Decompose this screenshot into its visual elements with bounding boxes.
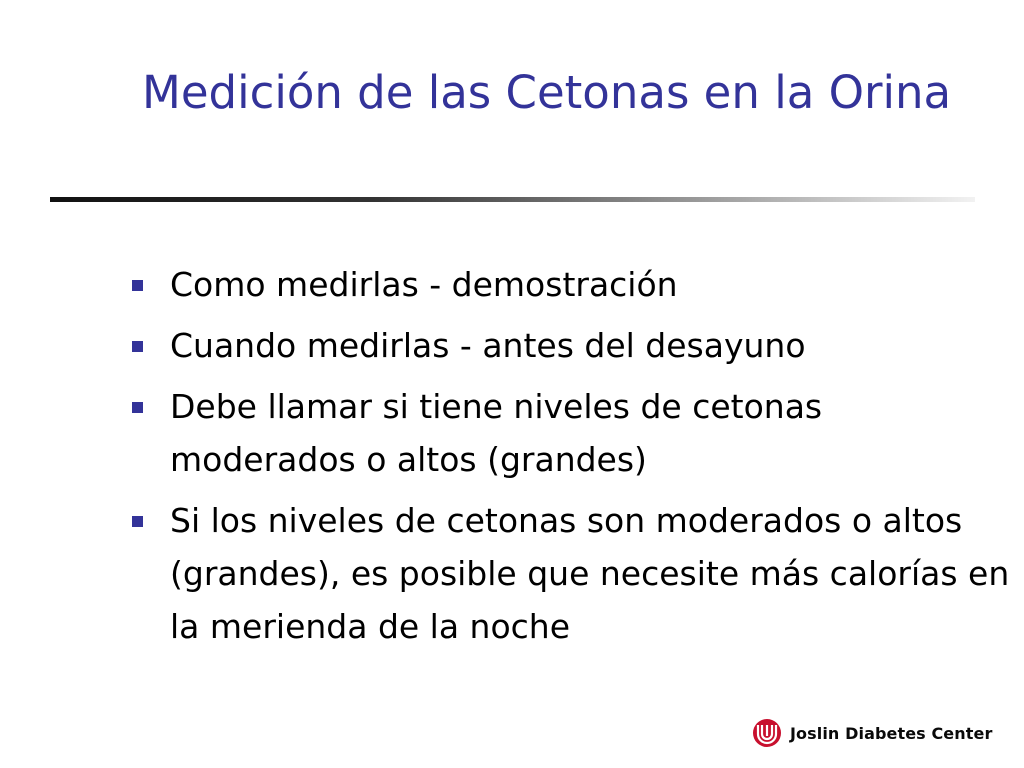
bullet-text: Si los niveles de cetonas son moderados o altos (grandes), es posible que necesite más calorías en la merienda de la noche xyxy=(170,501,1010,646)
bullet-item xyxy=(132,380,1012,486)
bullet-list xyxy=(132,258,1012,661)
joslin-logo-icon xyxy=(752,717,782,749)
square-bullet-icon xyxy=(132,402,143,413)
logo-text: Joslin Diabetes Center xyxy=(790,723,993,743)
bullet-text: Como medirlas - demostración xyxy=(170,265,678,304)
joslin-logo xyxy=(752,716,992,750)
slide-title: Medición de las Cetonas en la Orina xyxy=(142,66,952,119)
square-bullet-icon xyxy=(132,516,143,527)
bullet-text: Debe llamar si tiene niveles de cetonas moderados o altos (grandes) xyxy=(170,387,823,479)
bullet-item xyxy=(132,258,1012,311)
square-bullet-icon xyxy=(132,341,143,352)
square-bullet-icon xyxy=(132,280,143,291)
title-divider xyxy=(50,197,975,202)
bullet-item xyxy=(132,319,1012,372)
bullet-text: Cuando medirlas - antes del desayuno xyxy=(170,326,806,365)
bullet-item xyxy=(132,494,1012,653)
